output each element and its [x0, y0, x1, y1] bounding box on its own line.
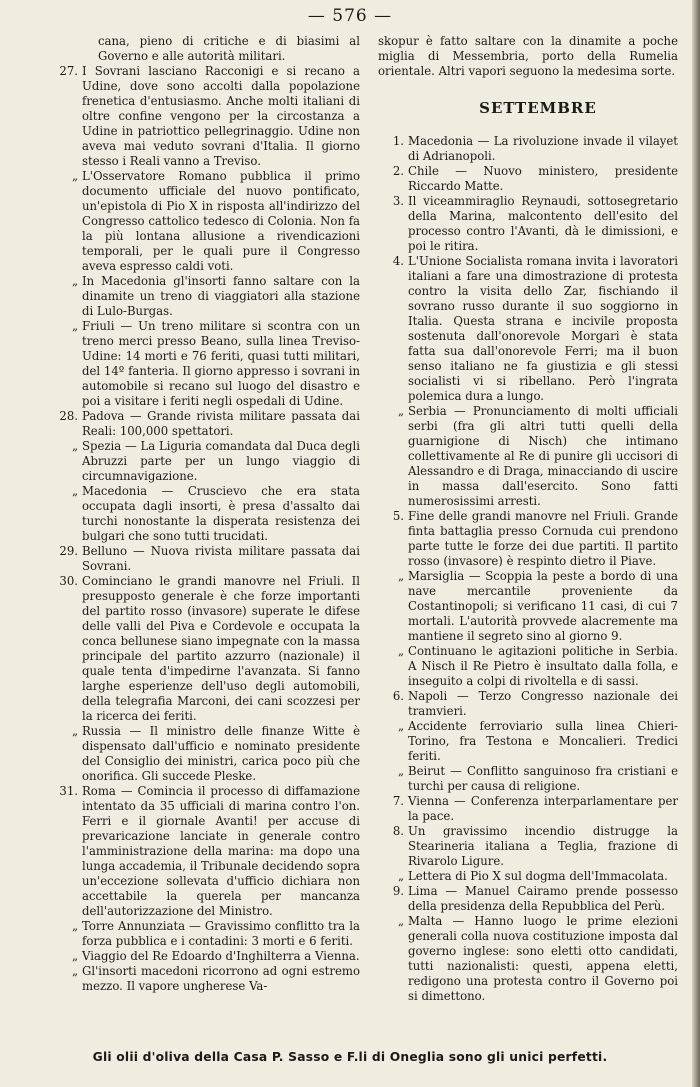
chronicle-entry: [378, 794, 678, 824]
chronicle-entry: [378, 194, 678, 254]
entry-text: Russia — Il ministro delle finanze Witte è dispensato dall'ufficio e nominato presidente del Consiglio dei ministri, carica poco più che onorifica. Gli succede Pleske.: [82, 724, 360, 783]
entry-date: 7.: [392, 794, 404, 808]
entry-text: L'Osservatore Romano pubblica il primo documento ufficiale del nuovo pontificato, un'epistola di Pio X in risposta all'indirizzo del Congresso cattolico tedesco di Colonia. Non fa la più lontana allusione a rivendicazioni temporali, per le quali pure il Congresso aveva espresso caldi voti.: [82, 169, 360, 273]
entry-text: Cominciano le grandi manovre nel Friuli. Il presupposto generale è che forze importanti del partito rosso (invasore) superate le difese delle valli del Piva e Cordevole e occupata la conca bellunese siano impegnate con la massa principale del partito azzurro (nazionale) il quale tenta d'impedirne l'avanzata. Si fanno larghe esperienze dell'uso degli automobili, della telegrafia Marconi, dei cani scozzesi per la ricerca dei feriti.: [82, 574, 360, 723]
entry-text: Continuano le agitazioni politiche in Serbia. A Nisch il Re Pietro è insultato dalla folla, e inseguito a colpi di rivoltella e di sassi.: [408, 644, 678, 688]
entry-text: Roma — Comincia il processo di diffamazione intentato da 35 ufficiali di marina contro l'on. Ferri e il giornale Avanti! per accuse di prevaricazione lanciate in generale contro l'amministrazione della marina: ma dopo una lunga accademia, il Tribunale decidendo sopra un'eccezione sollevata d'ufficio dichiara non accettabile la querela per mancanza dell'autorizzazione del Ministro.: [82, 784, 360, 918]
entry-text: Spezia — La Liguria comandata dal Duca degli Abruzzi parte per un lungo viaggio di circumnavigazione.: [82, 439, 360, 483]
entry-date: „: [397, 914, 404, 928]
left-column-intro: cana, pieno di critiche e di biasimi al Governo e alle autorità militari.: [98, 34, 360, 63]
entry-text: Macedonia — Cruscievo che era stata occupata dagli insorti, è presa d'assalto dai turchi nonostante la disperata resistenza dei bulgari che sono tutti trucidati.: [82, 484, 360, 543]
footer-advertisement: Gli olii d'oliva della Casa P. Sasso e F.li di Oneglia sono gli unici perfetti.: [92, 1050, 608, 1064]
entry-date: 8.: [392, 824, 404, 838]
chronicle-entry: [378, 134, 678, 164]
chronicle-entry: [52, 919, 360, 949]
chronicle-entry: [52, 574, 360, 724]
entry-text: Vienna — Conferenza interparlamentare per la pace.: [408, 794, 678, 823]
chronicle-entry: [52, 64, 360, 169]
entry-date: 30.: [59, 574, 78, 588]
entry-text: Accidente ferroviario sulla linea Chieri-Torino, fra Testona e Moncalieri. Tredici feriti.: [408, 719, 678, 763]
entry-date: 9.: [392, 884, 404, 898]
chronicle-entry: [378, 164, 678, 194]
entry-text: Friuli — Un treno militare si scontra con un treno merci presso Beano, sulla linea Treviso-Udine: 14 morti e 76 feriti, quasi tutti militari, del 14º fanteria. Il giorno appresso i sovrani in automobile si recano sul luogo del disastro e poi a visitare i feriti negli ospedali di Udine.: [82, 319, 360, 408]
chronicle-entry: [52, 724, 360, 784]
entry-date: 28.: [59, 409, 78, 423]
entry-date: „: [71, 949, 78, 963]
entry-text: Serbia — Pronunciamento di molti ufficiali serbi (fra gli altri tutti quelli della guarnigione di Nisch) che intimano collettivamente al Re di punire gli uccisori di Alessandro e di Draga, minacciando di uscire in massa dall'esercito. Sono fatti numerosissimi arresti.: [408, 404, 678, 508]
entry-text: L'Unione Socialista romana invita i lavoratori italiani a fare una dimostrazione di protesta contro la visita dello Zar, fischiando il sovrano russo durante il suo soggiorno in Italia. Questa strana e incivile proposta sostenuta dall'onorevole Morgari è stata fatta sua dall'onorevole Ferri; ma il buon senso italiano ne fa giustizia e gli stessi socialisti vi si ribellano. Però l'ingrata polemica dura a lungo.: [408, 254, 678, 403]
entry-date: „: [397, 569, 404, 583]
entry-text: Lima — Manuel Cairamo prende possesso della presidenza della Repubblica del Perù.: [408, 884, 678, 913]
entry-date: „: [71, 169, 78, 183]
month-heading: SETTEMBRE: [479, 99, 597, 117]
entry-text: Fine delle grandi manovre nel Friuli. Grande finta battaglia presso Cornuda cui prendono parte tutte le forze dei due partiti. Il partito rosso (invasore) è respinto dietro il Piave.: [408, 509, 678, 568]
chronicle-entry: [52, 439, 360, 484]
page-number: — 576 —: [307, 6, 393, 26]
entry-text: Macedonia — La rivoluzione invade il vilayet di Adrianopoli.: [408, 134, 678, 163]
entry-text: Viaggio del Re Edoardo d'Inghilterra a Vienna.: [82, 949, 360, 963]
chronicle-entry: [52, 784, 360, 919]
entry-date: „: [397, 764, 404, 778]
left-column: [52, 34, 360, 994]
chronicle-entry: [378, 404, 678, 509]
chronicle-entry: [378, 824, 678, 869]
entry-date: 31.: [59, 784, 78, 798]
entry-text: Marsiglia — Scoppia la peste a bordo di una nave mercantile proveniente da Costantinopoli; si verificano 11 casi, di cui 7 mortali. L'autorità provvede alacremente ma mantiene il segreto sino al giorno 9.: [408, 569, 678, 643]
entry-text: Malta — Hanno luogo le prime elezioni generali colla nuova costituzione imposta dal governo inglese: sono eletti otto candidati, tutti nazionalisti: questi, appena eletti, redigono una protesta contro il Governo poi si dimettono.: [408, 914, 678, 1003]
chronicle-entry: [52, 544, 360, 574]
chronicle-entry: [378, 719, 678, 764]
entry-date: „: [71, 919, 78, 933]
entry-date: „: [71, 319, 78, 333]
entry-date: „: [397, 644, 404, 658]
chronicle-entry: [52, 409, 360, 439]
entry-date: „: [71, 484, 78, 498]
right-column-intro: skopur è fatto saltare con la dinamite a poche miglia di Messembria, porto della Rumelia orientale. Altri vapori seguono la medesima sorte.: [378, 34, 678, 78]
entry-date: „: [397, 719, 404, 733]
chronicle-entry: [378, 884, 678, 914]
entry-date: 29.: [59, 544, 78, 558]
entry-date: 5.: [392, 509, 404, 523]
entry-text: In Macedonia gl'insorti fanno saltare con la dinamite un treno di viaggiatori alla stazione di Lulo-Burgas.: [82, 274, 360, 318]
chronicle-entry: [52, 484, 360, 544]
entry-text: Beirut — Conflitto sanguinoso fra cristiani e turchi per causa di religione.: [408, 764, 678, 793]
chronicle-entry: [52, 274, 360, 319]
entry-text: Padova — Grande rivista militare passata dai Reali: 100,000 spettatori.: [82, 409, 360, 438]
entry-text: Gl'insorti macedoni ricorrono ad ogni estremo mezzo. Il vapore ungherese Va-: [82, 964, 360, 993]
page-edge-shadow: [692, 0, 700, 1087]
chronicle-entry: [378, 689, 678, 719]
entry-date: „: [397, 869, 404, 883]
chronicle-entry: [52, 169, 360, 274]
entry-text: Un gravissimo incendio distrugge la Stearineria italiana a Teglia, frazione di Rivarolo Ligure.: [408, 824, 678, 868]
entry-date: 4.: [392, 254, 404, 268]
entry-text: Belluno — Nuova rivista militare passata dai Sovrani.: [82, 544, 360, 573]
entry-text: Il viceammiraglio Reynaudi, sottosegretario della Marina, malcontento dell'esito del processo contro l'Avanti, dà le dimissioni, e poi le ritira.: [408, 194, 678, 253]
entry-date: „: [397, 404, 404, 418]
chronicle-entry: [378, 644, 678, 689]
entry-text: I Sovrani lasciano Racconigi e si recano a Udine, dove sono accolti dalla popolazione frenetica d'entusiasmo. Anche molti italiani di oltre confine vengono per la circostanza a Udine in patriottico pellegrinaggio. Udine non aveva mai veduto sovrani d'Italia. Il giorno stesso i Reali vanno a Treviso.: [82, 64, 360, 168]
chronicle-entry: [378, 869, 678, 884]
entry-date: 1.: [392, 134, 404, 148]
entry-date: 6.: [392, 689, 404, 703]
entry-text: Lettera di Pio X sul dogma dell'Immacolata.: [408, 869, 668, 883]
entry-date: 2.: [392, 164, 404, 178]
entry-text: Napoli — Terzo Congresso nazionale dei tramvieri.: [408, 689, 678, 718]
chronicle-entry: [378, 764, 678, 794]
right-column: [378, 34, 678, 1004]
chronicle-entry: [378, 254, 678, 404]
entry-date: „: [71, 724, 78, 738]
entry-date: 3.: [392, 194, 404, 208]
entry-text: Chile — Nuovo ministero, presidente Riccardo Matte.: [408, 164, 678, 193]
chronicle-entry: [52, 319, 360, 409]
chronicle-entry: [378, 914, 678, 1004]
entry-date: 27.: [59, 64, 78, 78]
chronicle-entry: [378, 509, 678, 569]
chronicle-entry: [52, 964, 360, 994]
entry-text: Torre Annunziata — Gravissimo conflitto tra la forza pubblica e i contadini: 3 morti e 6 feriti.: [82, 919, 360, 948]
chronicle-entry: [52, 949, 360, 964]
chronicle-entry: [378, 569, 678, 644]
entry-date: „: [71, 274, 78, 288]
entry-date: „: [71, 439, 78, 453]
entry-date: „: [71, 964, 78, 978]
